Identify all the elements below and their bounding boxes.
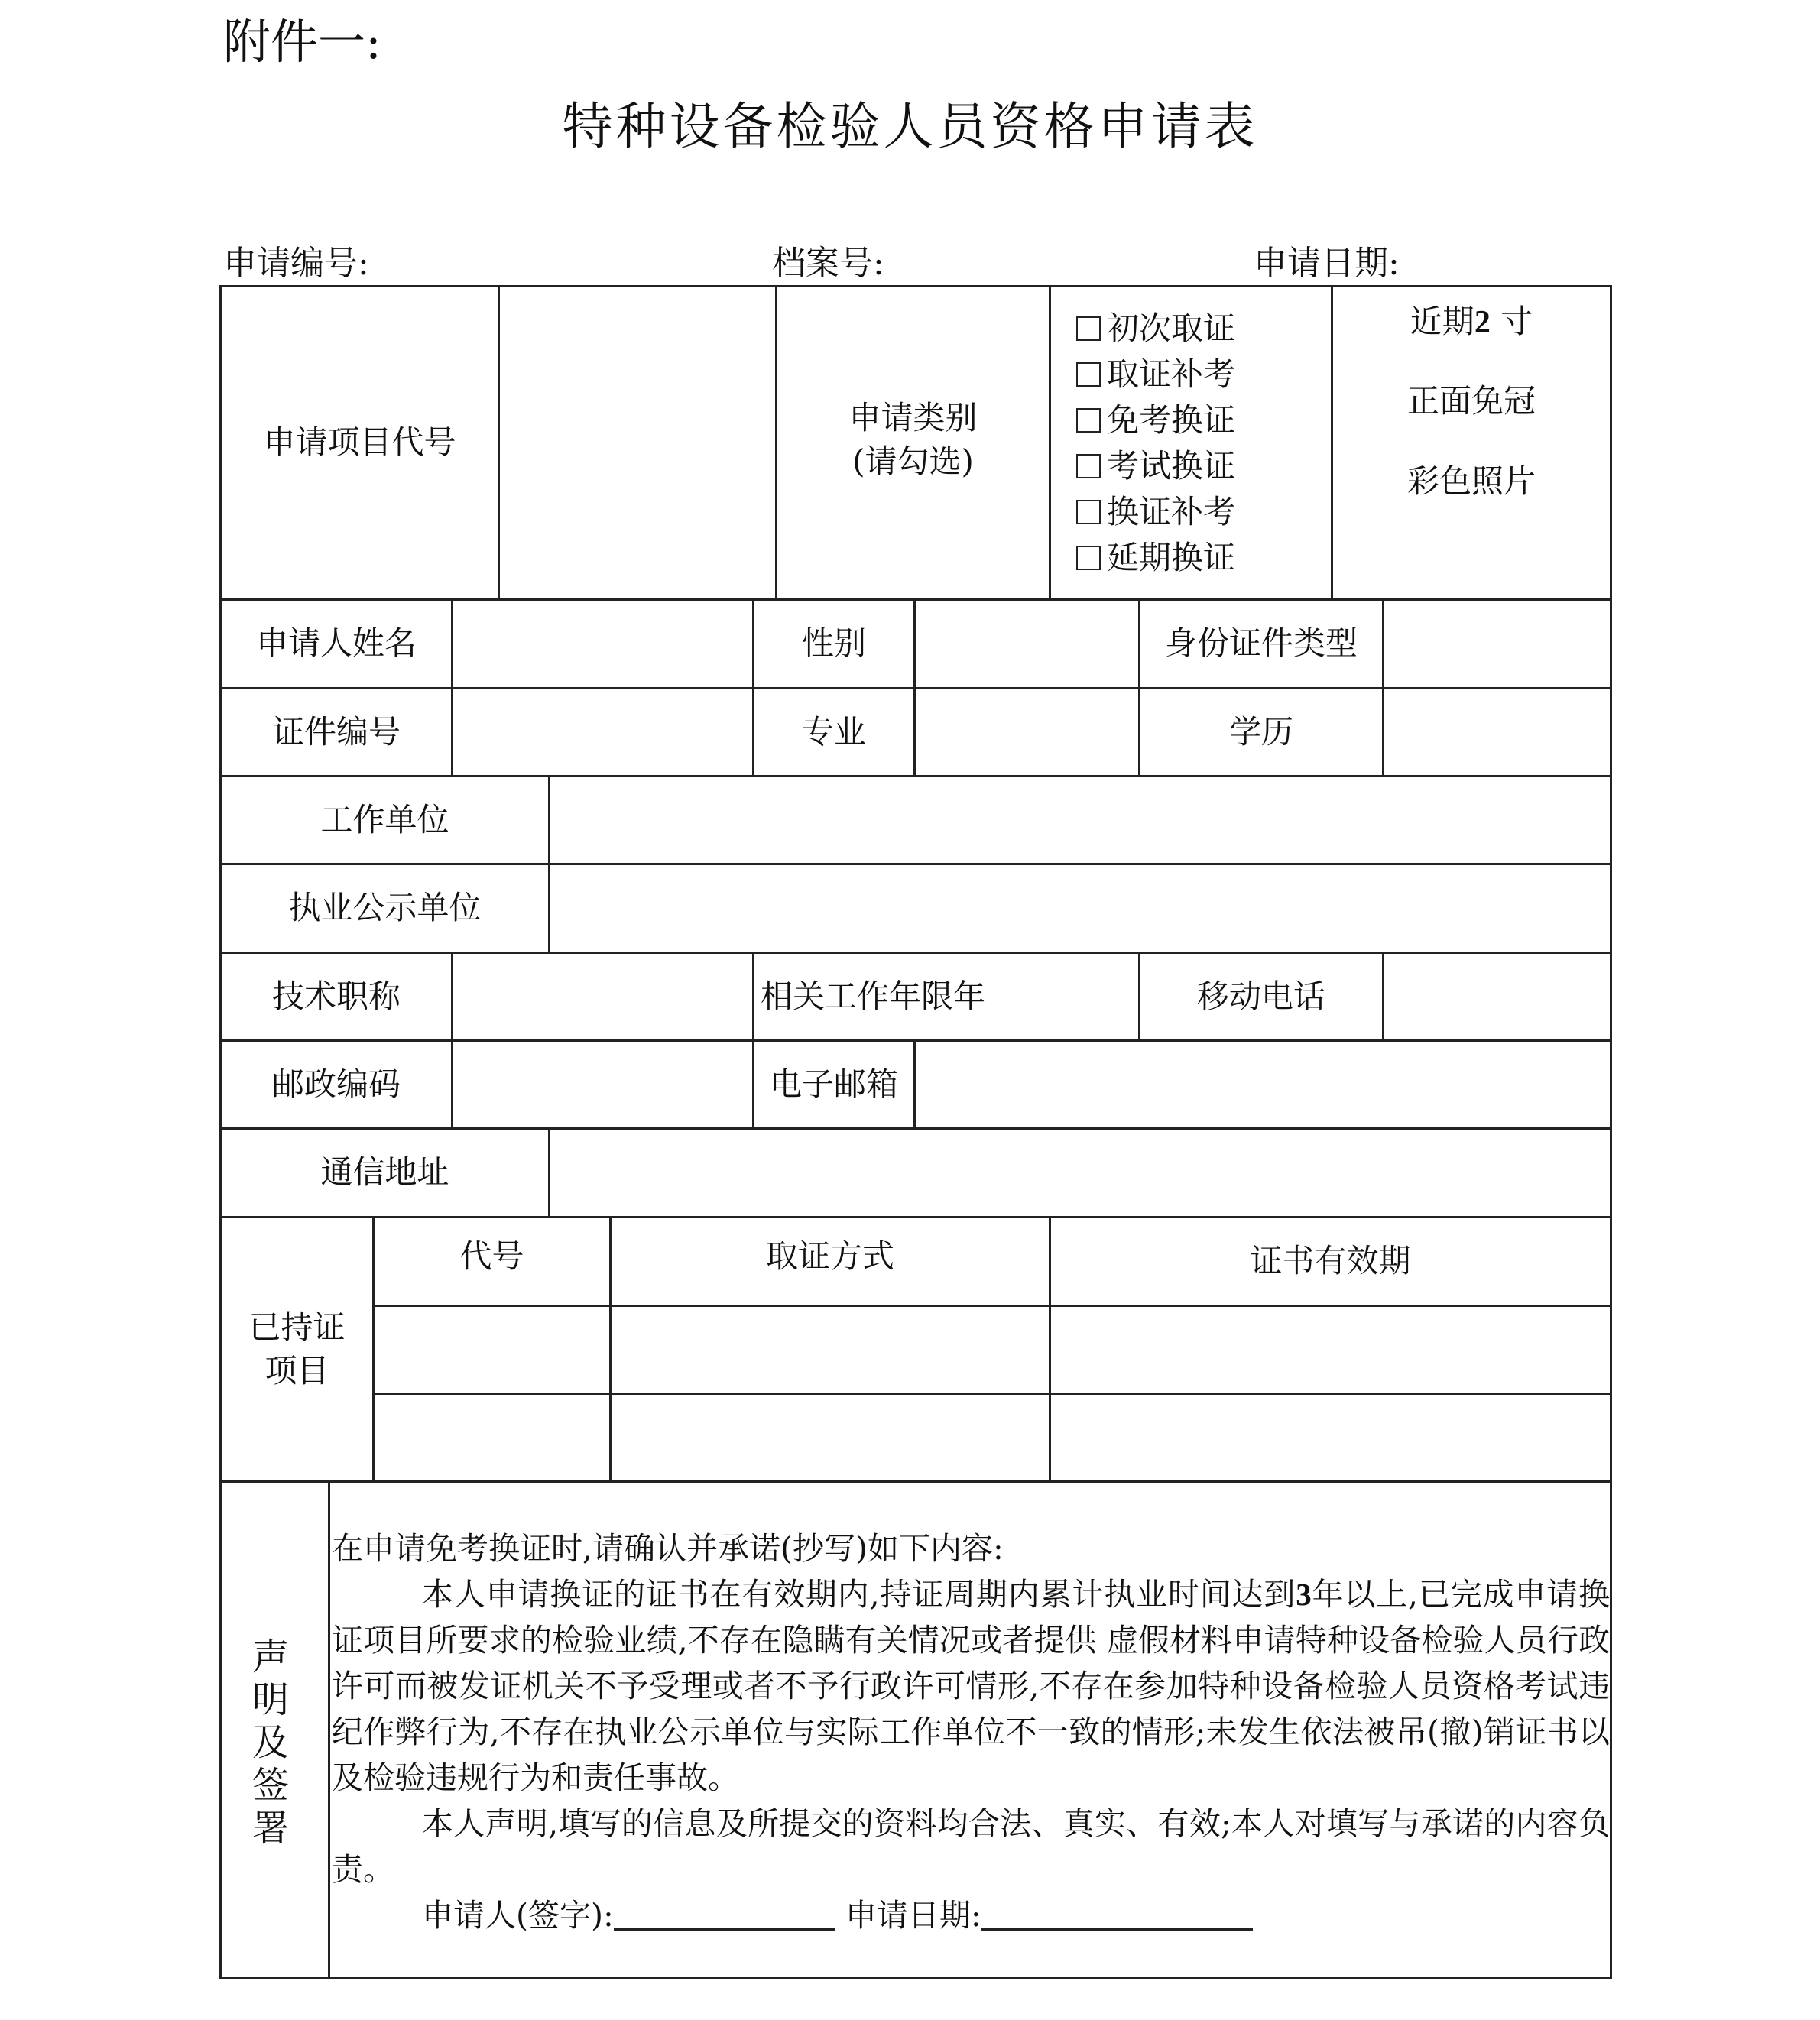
gender-field[interactable] [916, 601, 1138, 687]
checkbox-icon[interactable] [1076, 316, 1101, 341]
postcode-field[interactable] [453, 1042, 752, 1127]
id-number-label: 证件编号 [271, 712, 401, 751]
work-years-label: 相关工作年限年 [761, 977, 986, 1015]
declaration-paragraph-2: 本人声明,填写的信息及所提交的资料均合法、真实、有效;本人对填写与承诺的内容负责。 [332, 1805, 1610, 1888]
id-type-label: 身份证件类型 [1164, 624, 1358, 663]
category-hint: (请勾选) [852, 443, 974, 480]
declaration-paragraph-1: 本人申请换证的证书在有效期内,持证周期内累计执业时间达到3年以上,已完成申请换证项目所要求的检验业绩,不存在隐瞒有关情况或者提供 虚假材料申请特种设备检验人员行政许可而被发证机关不予受理或者不予行政许可情形,不存在参加特种设备检验人员资格考试违纪作弊行为,不存在执业公示单位与实际工作单位不一致的情形;未发生依法被吊(撤)销证书以及检验违规行为和责任事故。 [332, 1576, 1610, 1796]
education-label: 学历 [1228, 712, 1293, 751]
held-row1-code[interactable] [375, 1307, 609, 1393]
title-rank-label: 技术职称 [271, 977, 401, 1015]
declaration-label: 声 明 及 签 署 [252, 1636, 290, 1850]
id-type-field[interactable] [1384, 601, 1610, 687]
held-items-label: 已持证 项目 [248, 1308, 346, 1389]
held-row2-code[interactable] [375, 1395, 609, 1480]
checkbox-icon[interactable] [1076, 500, 1101, 524]
category-options [1076, 306, 1235, 581]
photo-note-line1: 近期2 寸 [1410, 303, 1533, 340]
file-number-label: 档案号: [772, 244, 884, 283]
postcode-label: 邮政编码 [271, 1065, 401, 1103]
address-label: 通信地址 [320, 1153, 449, 1192]
held-row1-validity[interactable] [1051, 1307, 1610, 1393]
address-field[interactable] [550, 1130, 1610, 1216]
gender-label: 性别 [801, 624, 866, 663]
practice-unit-field[interactable] [550, 865, 1610, 952]
option-renewal-retake[interactable]: 换证补考 [1076, 489, 1235, 535]
photo-note-line2: 正面免冠 [1406, 382, 1536, 420]
name-label: 申请人姓名 [255, 624, 417, 663]
sign-date-field[interactable] [981, 1898, 1253, 1931]
checkbox-icon[interactable] [1076, 362, 1101, 387]
application-number-label: 申请编号: [223, 244, 369, 283]
option-exam-free-renewal[interactable]: 免考换证 [1076, 397, 1235, 443]
held-header-code: 代号 [459, 1237, 524, 1275]
project-code-label: 申请项目代号 [263, 423, 456, 462]
option-first-issue[interactable]: 初次取证 [1076, 306, 1235, 352]
held-row2-validity[interactable] [1051, 1395, 1610, 1480]
checkbox-icon[interactable] [1076, 408, 1101, 433]
practice-unit-label: 执业公示单位 [288, 889, 482, 927]
declaration-intro: 在申请免考换证时,请确认并承诺(抄写)如下内容: [332, 1530, 1004, 1567]
option-exam-renewal[interactable]: 考试换证 [1076, 443, 1235, 489]
mobile-field[interactable] [1384, 954, 1610, 1039]
education-field[interactable] [1384, 689, 1610, 775]
employer-label: 工作单位 [320, 800, 449, 838]
major-field[interactable] [916, 689, 1138, 775]
photo-note-line3: 彩色照片 [1406, 462, 1536, 500]
category-label: 申请类别 [848, 399, 978, 437]
option-retake-exam[interactable]: 取证补考 [1076, 352, 1235, 397]
email-label: 电子邮箱 [769, 1065, 898, 1103]
signature-line [332, 1892, 1610, 1938]
form-title: 特种设备检验人员资格申请表 [562, 97, 1258, 156]
declaration-text [332, 1526, 1610, 1938]
id-number-field[interactable] [453, 689, 752, 775]
sign-date-label: 申请日期: [845, 1897, 981, 1934]
mobile-label: 移动电话 [1196, 977, 1325, 1015]
name-field[interactable] [453, 601, 752, 687]
held-row1-method[interactable] [612, 1307, 1049, 1393]
checkbox-icon[interactable] [1076, 546, 1101, 570]
held-row2-method[interactable] [612, 1395, 1049, 1480]
attachment-label: 附件一: [223, 14, 381, 70]
project-code-field[interactable] [500, 287, 775, 598]
employer-field[interactable] [550, 777, 1610, 863]
signature-field[interactable] [614, 1898, 835, 1931]
title-rank-field[interactable] [453, 954, 752, 1039]
option-extension-renewal[interactable]: 延期换证 [1076, 535, 1235, 581]
checkbox-icon[interactable] [1076, 454, 1101, 478]
held-header-method: 取证方式 [765, 1237, 894, 1275]
application-date-label: 申请日期: [1254, 244, 1400, 283]
email-field[interactable] [916, 1042, 1610, 1127]
category-label-cell [777, 287, 1049, 593]
signature-label: 申请人(签字): [422, 1897, 614, 1934]
held-header-validity: 证书有效期 [1250, 1242, 1411, 1280]
major-label: 专业 [801, 712, 866, 751]
